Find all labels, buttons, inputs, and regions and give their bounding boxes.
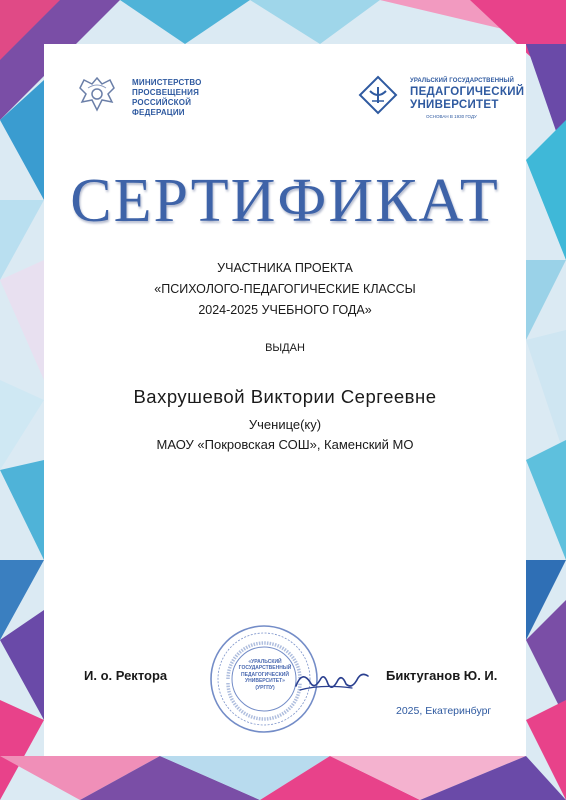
certificate-sheet: [44, 44, 526, 756]
university-line-2: УНИВЕРСИТЕТ: [410, 99, 499, 111]
university-line-small: УРАЛЬСКИЙ ГОСУДАРСТВЕННЫЙ: [410, 78, 514, 84]
place-date: 2025, Екатеринбург: [396, 705, 492, 717]
seal-line: ГОСУДАРСТВЕННЫЙ: [238, 665, 292, 672]
coat-of-arms-icon: [74, 74, 120, 114]
ministry-line: РОССИЙСКОЙ: [132, 98, 192, 107]
ministry-line: ФЕДЕРАЦИИ: [132, 108, 185, 117]
seal-line: ПЕДАГОГИЧЕСКИЙ: [241, 671, 289, 678]
university-emblem-icon: [358, 75, 398, 115]
university-founded: ОСНОВАН В 1930 ГОДУ: [426, 114, 477, 119]
seal-line: (УРГПУ): [255, 684, 275, 691]
subtitle-line-3: 2024-2025 УЧЕБНОГО ГОДА»: [198, 303, 372, 317]
certificate-title: СЕРТИФИКАТ: [70, 167, 500, 235]
signatory-name: Биктуганов Ю. И.: [386, 668, 498, 683]
recipient-name: Вахрушевой Виктории Сергеевне: [133, 386, 437, 407]
issued-label: ВЫДАН: [265, 342, 305, 354]
signatory-title: И. о. Ректора: [84, 668, 168, 683]
subtitle-line-2: «ПСИХОЛОГО-ПЕДАГОГИЧЕСКИЕ КЛАССЫ: [154, 282, 416, 296]
ministry-line: МИНИСТЕРСТВО: [132, 78, 202, 87]
seal-line: УНИВЕРСИТЕТ»: [245, 678, 285, 685]
recipient-school: МАОУ «Покровская СОШ», Каменский МО: [156, 437, 414, 452]
university-line-1: ПЕДАГОГИЧЕСКИЙ: [410, 86, 525, 98]
ministry-line: ПРОСВЕЩЕНИЯ: [132, 88, 200, 97]
seal-stamp-text: [236, 659, 294, 691]
subtitle-line-1: УЧАСТНИКА ПРОЕКТА: [217, 261, 353, 275]
recipient-role: Ученице(ку): [248, 417, 322, 432]
seal-line: «УРАЛЬСКИЙ: [248, 659, 282, 665]
handwritten-signature: [292, 662, 372, 698]
ministry-name: [132, 78, 252, 118]
